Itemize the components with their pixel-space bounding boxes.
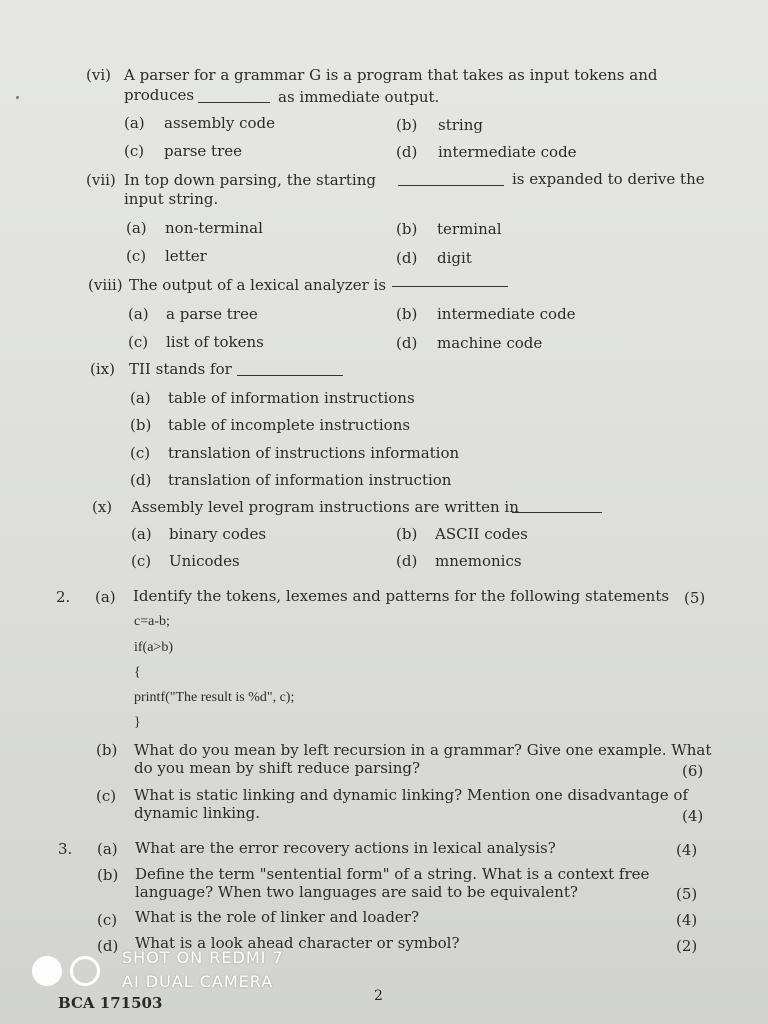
q1-x-line1: Assembly level program instructions are written in bbox=[131, 498, 519, 516]
code-line: printf("The result is %d", c); bbox=[134, 690, 295, 705]
option-key: (b) bbox=[396, 525, 418, 543]
code-line: c=a-b; bbox=[134, 614, 170, 629]
code-line: { bbox=[134, 665, 141, 680]
q3-b-marks: (5) bbox=[676, 885, 698, 903]
page-number: 2 bbox=[374, 988, 383, 1004]
option-key: (a) bbox=[130, 389, 151, 407]
q1-vii-number: (vii) bbox=[86, 171, 116, 189]
q3-d-key: (d) bbox=[97, 937, 119, 955]
option-text: table of incomplete instructions bbox=[168, 416, 411, 434]
option-key: (c) bbox=[124, 142, 145, 160]
q3-d-text: What is a look ahead character or symbol? bbox=[135, 934, 460, 952]
q2-a-text: Identify the tokens, lexemes and patterns for the following statements bbox=[133, 587, 670, 605]
q3-b-key: (b) bbox=[97, 866, 119, 884]
q2-a-key: (a) bbox=[95, 588, 116, 606]
camera-watermark bbox=[30, 948, 330, 996]
q1-vi-number: (vi) bbox=[86, 66, 111, 84]
speck bbox=[16, 96, 19, 99]
q3-c-marks: (4) bbox=[676, 911, 698, 929]
q1-x-number: (x) bbox=[92, 498, 113, 516]
option-key: (c) bbox=[131, 552, 152, 570]
q2-b-marks: (6) bbox=[682, 762, 704, 780]
answer-blank bbox=[237, 363, 343, 376]
q3-b-line2: language? When two languages are said to be equivalent? bbox=[135, 883, 578, 901]
q3-a-text: What are the error recovery actions in lexical analysis? bbox=[135, 839, 556, 857]
q1-vii-line1b: is expanded to derive the bbox=[512, 170, 705, 188]
option-text: Unicodes bbox=[169, 552, 240, 570]
option-text: translation of instructions information bbox=[168, 444, 460, 462]
option-text: binary codes bbox=[169, 525, 267, 543]
q3-c-key: (c) bbox=[97, 911, 118, 929]
watermark-line1: SHOT ON REDMI 7 bbox=[122, 948, 284, 967]
ring-circle-icon bbox=[70, 956, 100, 986]
answer-blank bbox=[198, 90, 270, 103]
option-text: table of information instructions bbox=[168, 389, 415, 407]
q1-viii-number: (viii) bbox=[88, 276, 123, 294]
q1-vi-line2a: produces bbox=[124, 86, 195, 104]
option-text: string bbox=[438, 116, 483, 134]
q1-viii-line1: The output of a lexical analyzer is bbox=[129, 276, 387, 294]
code-line: } bbox=[134, 715, 141, 730]
option-text: letter bbox=[165, 247, 207, 265]
option-text: digit bbox=[437, 249, 472, 267]
option-text: non-terminal bbox=[165, 219, 263, 237]
q2-c-key: (c) bbox=[96, 787, 117, 805]
paper-code: BCA 171503 bbox=[58, 994, 163, 1012]
q3-c-text: What is the role of linker and loader? bbox=[135, 908, 420, 926]
q1-vi-line2b: as immediate output. bbox=[278, 88, 440, 106]
option-key: (a) bbox=[128, 305, 149, 323]
q1-ix-line1: TII stands for bbox=[129, 360, 232, 378]
option-key: (b) bbox=[396, 116, 418, 134]
q1-vi-line1: A parser for a grammar G is a program that takes as input tokens and bbox=[124, 66, 658, 84]
option-key: (c) bbox=[126, 247, 147, 265]
answer-blank bbox=[398, 173, 504, 186]
option-key: (d) bbox=[396, 143, 418, 161]
watermark-line2: AI DUAL CAMERA bbox=[122, 972, 274, 991]
q3-b-line1: Define the term "sentential form" of a string. What is a context free bbox=[135, 865, 650, 883]
answer-blank bbox=[512, 500, 602, 513]
filled-circle-icon bbox=[32, 956, 62, 986]
code-line: if(a>b) bbox=[134, 640, 173, 655]
option-key: (d) bbox=[396, 334, 418, 352]
answer-blank bbox=[392, 274, 508, 287]
option-key: (b) bbox=[130, 416, 152, 434]
option-key: (d) bbox=[130, 471, 152, 489]
option-text: translation of information instruction bbox=[168, 471, 452, 489]
q2-b-key: (b) bbox=[96, 741, 118, 759]
q1-vii-line2: input string. bbox=[124, 190, 219, 208]
option-key: (c) bbox=[130, 444, 151, 462]
option-key: (c) bbox=[128, 333, 149, 351]
option-text: intermediate code bbox=[438, 143, 577, 161]
option-key: (a) bbox=[131, 525, 152, 543]
option-key: (a) bbox=[124, 114, 145, 132]
option-text: parse tree bbox=[164, 142, 243, 160]
option-key: (b) bbox=[396, 305, 418, 323]
q3-d-marks: (2) bbox=[676, 937, 698, 955]
q2-b-line2: do you mean by shift reduce parsing? bbox=[134, 759, 421, 777]
q3-a-marks: (4) bbox=[676, 841, 698, 859]
option-text: assembly code bbox=[164, 114, 275, 132]
option-text: intermediate code bbox=[437, 305, 576, 323]
q1-ix-number: (ix) bbox=[90, 360, 115, 378]
option-text: mnemonics bbox=[435, 552, 522, 570]
option-key: (d) bbox=[396, 249, 418, 267]
option-text: machine code bbox=[437, 334, 543, 352]
q3-number: 3. bbox=[58, 840, 73, 858]
q2-c-marks: (4) bbox=[682, 807, 704, 825]
q2-a-marks: (5) bbox=[684, 589, 706, 607]
option-text: ASCII codes bbox=[435, 525, 528, 543]
q1-vii-line1a: In top down parsing, the starting bbox=[124, 171, 376, 189]
option-key: (b) bbox=[396, 220, 418, 238]
option-text: a parse tree bbox=[166, 305, 258, 323]
option-key: (a) bbox=[126, 219, 147, 237]
q2-b-line1: What do you mean by left recursion in a grammar? Give one example. What bbox=[134, 741, 712, 759]
q2-number: 2. bbox=[56, 588, 71, 606]
option-key: (d) bbox=[396, 552, 418, 570]
q2-c-line2: dynamic linking. bbox=[134, 804, 261, 822]
q3-a-key: (a) bbox=[97, 840, 118, 858]
q2-c-line1: What is static linking and dynamic linking? Mention one disadvantage of bbox=[134, 786, 689, 804]
option-text: terminal bbox=[437, 220, 502, 238]
option-text: list of tokens bbox=[166, 333, 264, 351]
